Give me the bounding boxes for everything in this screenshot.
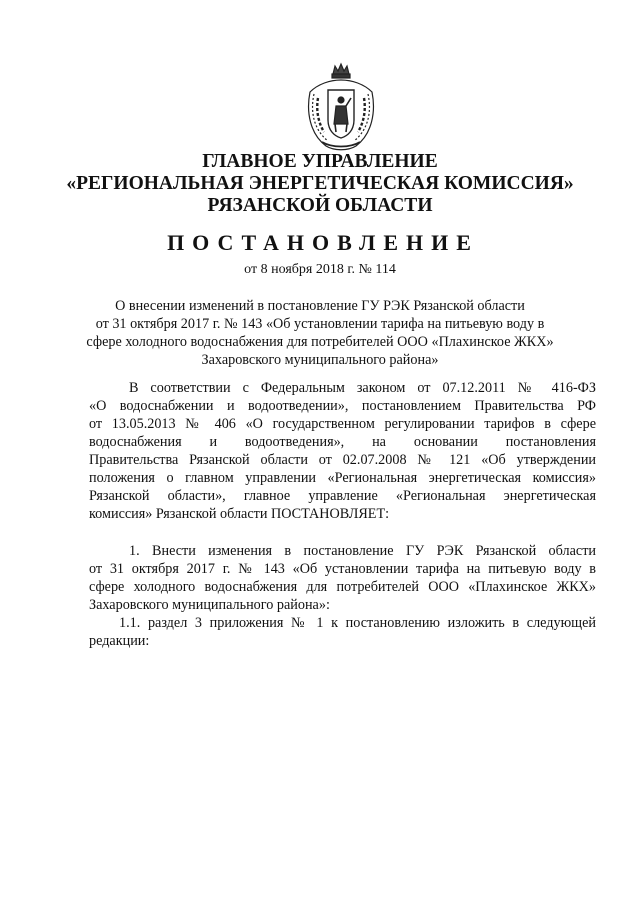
ryazan-coat-of-arms-icon <box>300 62 382 154</box>
agency-line-2: «РЕГИОНАЛЬНАЯ ЭНЕРГЕТИЧЕСКАЯ КОМИССИЯ» <box>66 173 574 194</box>
subject-line: О внесении изменений в постановление ГУ РЭК Рязанской области <box>115 298 525 314</box>
paragraph-line: от 31 октября 2017 г. № 143 «Об установлении тарифа на питьевую воду в <box>89 561 596 577</box>
item-1-paragraph <box>89 542 596 614</box>
item-1-1-paragraph <box>89 614 596 650</box>
document-type: ПОСТАНОВЛЕНИЕ <box>167 230 479 255</box>
paragraph-line: Захаровского муниципального района»: <box>89 597 330 613</box>
subject-line: сфере холодного водоснабжения для потребителей ООО «Плахинское ЖКХ» <box>86 334 554 350</box>
paragraph-line: комиссия» Рязанской области ПОСТАНОВЛЯЕТ: <box>89 506 390 522</box>
paragraph-line: Рязанской области», главное управление «Региональная энергетическая <box>89 488 596 504</box>
preamble-paragraph <box>89 379 596 523</box>
paragraph-line: 1. Внести изменения в постановление ГУ РЭК Рязанской области <box>129 543 596 559</box>
paragraph-line: редакции: <box>89 633 150 649</box>
paragraph-line: Правительства Рязанской области от 02.07.2008 № 121 «Об утверждении <box>89 452 596 468</box>
paragraph-line: сфере холодного водоснабжения для потребителей ООО «Плахинское ЖКХ» <box>89 579 596 595</box>
subject-line: Захаровского муниципального района» <box>201 352 439 368</box>
paragraph-line: «О водоснабжении и водоотведении», постановлением Правительства РФ <box>89 398 596 414</box>
agency-name <box>0 151 640 217</box>
agency-line-1: ГЛАВНОЕ УПРАВЛЕНИЕ <box>202 151 438 172</box>
date-number: от 8 ноября 2018 г. № 114 <box>244 262 396 277</box>
document-subject <box>0 297 640 369</box>
paragraph-line: положения о главном управлении «Региональная энергетическая комиссия» <box>89 470 596 486</box>
paragraph-line: от 13.05.2013 № 406 «О государственном регулировании тарифов в сфере <box>89 416 596 432</box>
agency-line-3: РЯЗАНСКОЙ ОБЛАСТИ <box>207 195 433 216</box>
paragraph-line: В соответствии с Федеральным законом от 07.12.2011 № 416-ФЗ <box>129 380 596 396</box>
paragraph-line: 1.1. раздел 3 приложения № 1 к постановлению изложить в следующей <box>119 615 596 631</box>
paragraph-line: водоснабжения и водоотведения», на основании постановления <box>89 434 596 450</box>
subject-line: от 31 октября 2017 г. № 143 «Об установлении тарифа на питьевую воду в <box>95 316 545 332</box>
